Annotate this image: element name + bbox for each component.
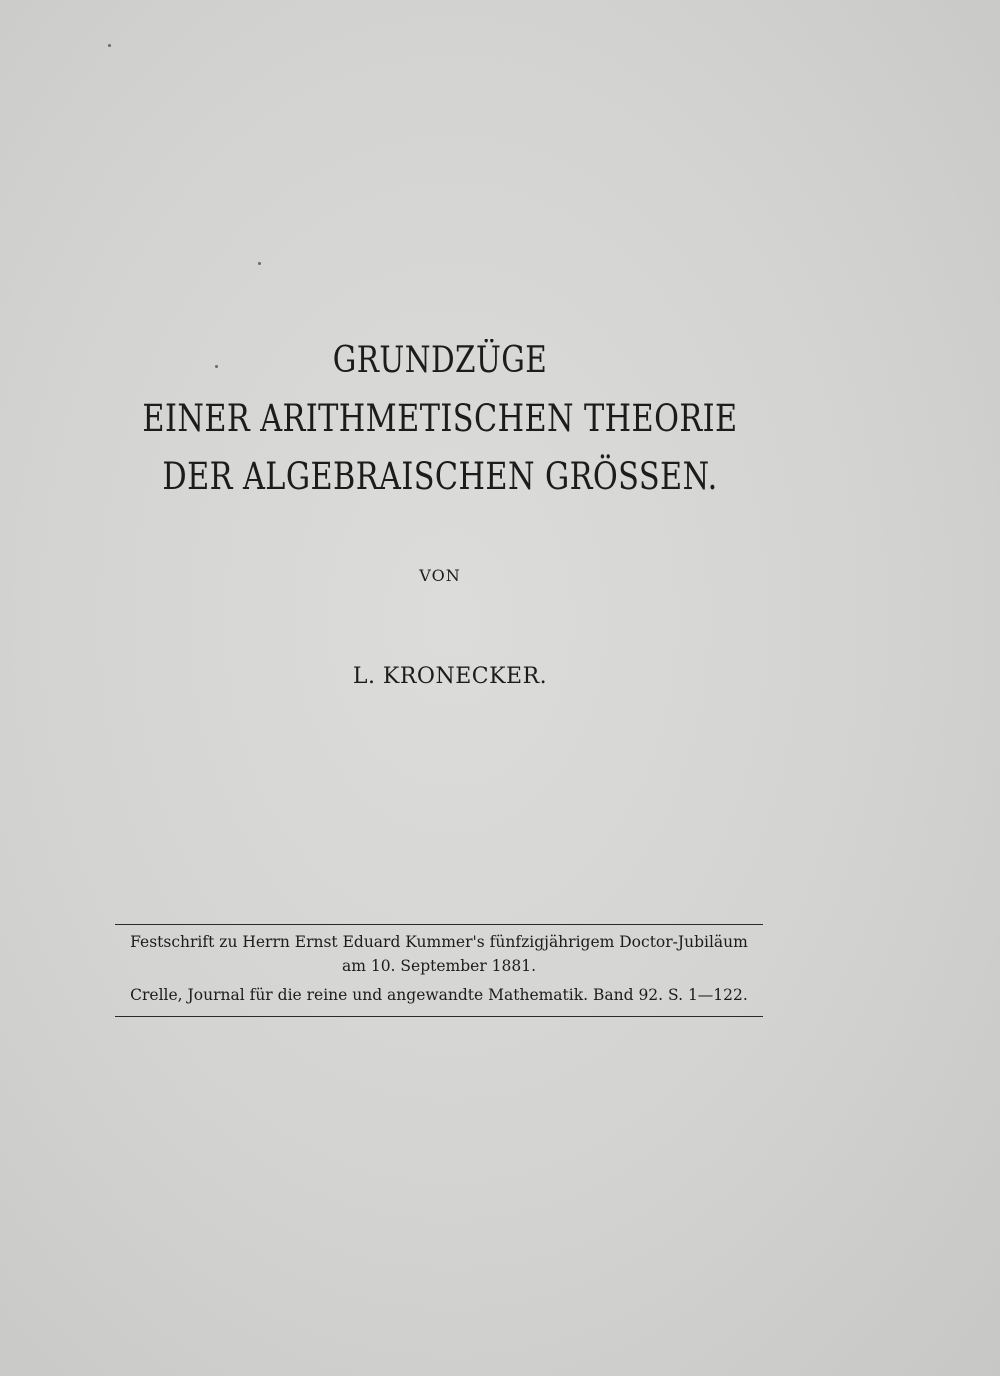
title-line-2: EINER ARITHMETISCHEN THEORIE — [142, 397, 738, 440]
von-label: VON — [419, 566, 461, 585]
footer-line-date: am 10. September 1881. — [341, 957, 537, 975]
title-line-3: DER ALGEBRAISCHEN GRÖSSEN. — [162, 455, 718, 498]
footer-rule-top — [115, 924, 763, 925]
footer-line-festschrift: Festschrift zu Herrn Ernst Eduard Kummer's fünfzigjährigem Doctor-Jubiläum — [130, 933, 748, 951]
title-block — [0, 332, 880, 506]
author-name: L. KRONECKER. — [352, 664, 548, 689]
speck-mark — [108, 44, 111, 47]
speck-mark — [258, 262, 261, 265]
footer-rule-bottom — [115, 1016, 763, 1017]
footer-line-journal: Crelle, Journal für die reine und angewandte Mathematik. Band 92. S. 1—122. — [130, 986, 748, 1004]
footer-note — [115, 930, 763, 1007]
title-line-1: GRUNDZÜGE — [332, 340, 548, 381]
